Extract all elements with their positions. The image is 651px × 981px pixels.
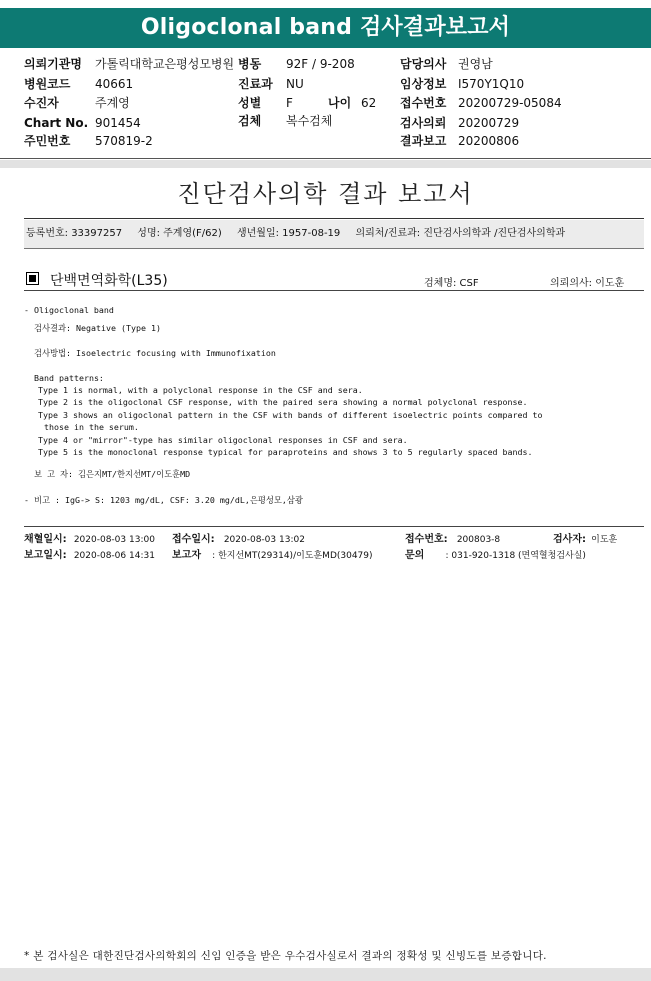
patient-field (24, 96, 130, 110)
resident-no-field (24, 134, 153, 148)
footer-rule (24, 526, 644, 527)
examiner-label: 검사자: (553, 534, 586, 545)
chart-label: Chart No. (24, 116, 89, 130)
clinical-info-label: 임상정보 (400, 77, 447, 91)
receipt-no-value: 20200729-05084 (458, 96, 562, 110)
doctor-label: 담당의사 (400, 57, 447, 71)
collect-time (24, 533, 155, 547)
chart-field (24, 116, 141, 130)
request-date-field (400, 116, 520, 130)
registration-bottom-rule (24, 248, 644, 249)
band-type-1: Type 1 is normal, with a polyclonal response in the CSF and sera. (38, 385, 363, 395)
receipt-time (172, 533, 305, 547)
band-type-3-cont: those in the serum. (44, 422, 139, 432)
footer-receipt-no-label: 접수번호: (405, 534, 448, 545)
examiner (553, 533, 617, 547)
resident-no-value: 570819-2 (95, 134, 153, 148)
section-specimen: 검체명: CSF (424, 278, 479, 289)
section-square-icon (26, 272, 39, 285)
reporter-value: : 한지선MT(29314)/이도훈MD(30479) (212, 551, 373, 561)
dept-value: NU (286, 77, 304, 91)
receipt-time-value: 2020-08-03 13:02 (223, 535, 305, 545)
agency-label: 의뢰기관명 (24, 57, 82, 71)
agency-field (24, 57, 235, 71)
dept-field (238, 77, 304, 91)
report-date-label: 결과보고 (400, 134, 447, 148)
test-item: - Oligoclonal band (24, 305, 114, 315)
receipt-no-label: 접수번호 (400, 96, 447, 110)
section-doctor: 의뢰의사: 이도훈 (550, 278, 625, 289)
examiner-value: 이도훈 (591, 535, 618, 545)
agency-value: 가톨릭대학교은평성모병원 (95, 57, 235, 71)
footer-receipt-no (405, 533, 500, 547)
bottom-band (0, 968, 651, 981)
chart-value: 901454 (95, 116, 141, 130)
report-title-bar (0, 8, 651, 48)
collect-time-label: 채혈일시: (24, 534, 67, 545)
clinical-info-field (400, 77, 525, 91)
ward-field (238, 57, 355, 71)
header-band (0, 160, 651, 168)
report-title: 진단검사의학 결과 보고서 (177, 180, 474, 208)
inquiry-label: 문의 (405, 550, 425, 561)
section-rule (24, 290, 644, 291)
doctor-value: 권영남 (458, 57, 493, 71)
band-patterns-title: Band patterns: (34, 373, 104, 383)
specimen-value: 복수검체 (286, 114, 333, 128)
specimen-label: 검체 (238, 114, 262, 128)
band-type-3: Type 3 shows an oligoclonal pattern in the CSF with bands of different isoelectric points compared to (38, 410, 543, 420)
age-label: 나이 (328, 96, 352, 110)
band-type-4: Type 4 or "mirror"-type has similar oligoclonal responses in CSF and sera. (38, 435, 408, 445)
clinical-info-value: I570Y1Q10 (458, 77, 525, 91)
certification-note: * 본 검사실은 대한진단검사의학회의 신임 인증을 받은 우수검사실로서 결과의 정확성 및 신빙도를 보증합니다. (24, 950, 547, 962)
report-time (24, 549, 155, 563)
inquiry-value: : 031-920-1318 (면역혈청검사실) (445, 551, 586, 561)
sex-value: F (286, 96, 293, 110)
band-type-2: Type 2 is the oligoclonal CSF response, with the paired sera showing a normal polyclonal response. (38, 397, 528, 407)
registration-row (24, 220, 644, 248)
footer-receipt-no-value: 200803-8 (456, 535, 501, 545)
request-date-value: 20200729 (458, 116, 520, 130)
reg-number: 등록번호: 33397257 (26, 228, 123, 239)
specimen-field (238, 114, 333, 128)
doctor-field (400, 57, 493, 71)
receipt-time-label: 접수일시: (172, 534, 215, 545)
age-value: 62 (361, 96, 377, 110)
test-method: 검사방법: Isoelectric focusing with Immunofixation (34, 348, 276, 358)
header-divider (0, 158, 651, 159)
report-time-label: 보고일시: (24, 550, 67, 561)
test-result: 검사결과: Negative (Type 1) (34, 323, 161, 333)
report-header-title: Oligoclonal band 검사결과보고서 (140, 15, 511, 40)
sex-label: 성별 (238, 96, 262, 110)
hospital-code-label: 병원코드 (24, 77, 71, 91)
ward-label: 병동 (238, 57, 262, 71)
reporter (172, 549, 373, 563)
reporters: 보 고 자: 김은지MT/한지선MT/이도훈MD (34, 469, 191, 479)
remark: - 비고 : IgG-> S: 1203 mg/dL, CSF: 3.20 mg/dL,은평성모,삼광 (24, 495, 303, 505)
reporter-label: 보고자 (172, 550, 201, 561)
resident-no-label: 주민번호 (24, 134, 71, 148)
band-type-5: Type 5 is the monoclonal response typical for paraproteins and shows 3 to 5 regularly spaced bands. (38, 447, 533, 457)
report-time-value: 2020-08-06 14:31 (73, 551, 155, 561)
section-header (24, 270, 644, 290)
report-date-value: 20200806 (458, 134, 520, 148)
ward-value: 92F / 9-208 (286, 57, 355, 71)
requesting-dept: 의뢰처/진료과: 진단검사의학과 /진단검사의학과 (355, 228, 566, 239)
request-date-label: 검사의뢰 (400, 116, 447, 130)
section-name: 단백면역화학(L35) (50, 273, 168, 289)
registration-top-rule (24, 218, 644, 219)
patient-value: 주계영 (95, 96, 130, 110)
inquiry (405, 549, 586, 563)
collect-time-value: 2020-08-03 13:00 (73, 535, 155, 545)
birth-date: 생년월일: 1957-08-19 (236, 228, 341, 239)
age-field (328, 96, 377, 110)
patient-label: 수진자 (24, 96, 59, 110)
patient-name: 성명: 주계영(F/62) (137, 228, 222, 239)
dept-label: 진료과 (238, 77, 273, 91)
sex-field (238, 96, 293, 110)
report-date-field (400, 134, 520, 148)
hospital-code-value: 40661 (95, 77, 134, 91)
receipt-no-field (400, 96, 562, 110)
hospital-code-field (24, 77, 134, 91)
